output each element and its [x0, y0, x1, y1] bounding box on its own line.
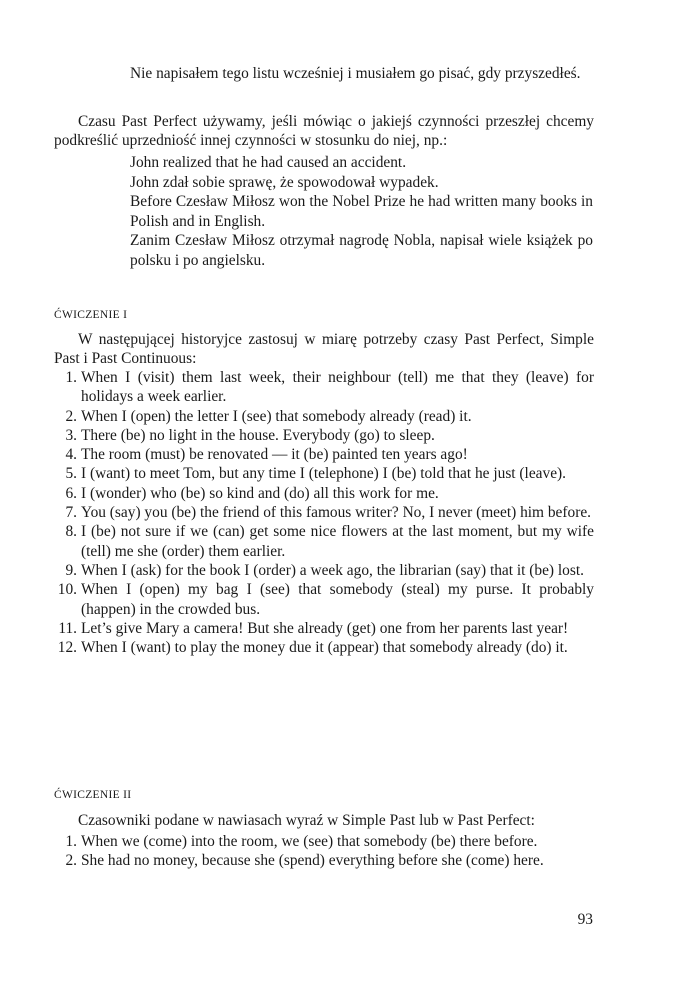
list-item — [54, 638, 594, 657]
item-text: When we (come) into the room, we (see) that somebody (be) there before. — [81, 833, 538, 850]
item-number: 4. — [65, 446, 77, 464]
item-text: When I (visit) them last week, their neighbour (tell) me that they (leave) for holidays a week earlier. — [81, 369, 594, 406]
list-item — [54, 445, 594, 464]
example-block — [130, 153, 593, 270]
list-item — [54, 580, 594, 619]
example-sentence: John zdał sobie sprawę, że spowodował wypadek. — [130, 173, 439, 191]
list-item — [54, 464, 594, 483]
item-number: 1. — [65, 833, 77, 850]
item-text: She had no money, because she (spend) everything before she (come) here. — [81, 852, 544, 870]
item-number: 7. — [65, 504, 77, 522]
list-item — [54, 426, 594, 445]
item-number: 9. — [65, 561, 77, 579]
item-number: 6. — [65, 484, 77, 502]
item-number: 12. — [57, 639, 77, 657]
exercise-2-instruction: Czasowniki podane w nawiasach wyraź w Simple Past lub w Past Perfect: — [78, 812, 535, 829]
list-item — [54, 407, 594, 426]
list-item — [54, 503, 594, 522]
item-number: 2. — [65, 407, 77, 425]
exercise-1-instruction: W następującej historyjce zastosuj w miarę potrzeby czasy Past Perfect, Simple Past i Past Continuous: — [54, 331, 594, 368]
list-item — [54, 484, 594, 503]
item-text: The room (must) be renovated — it (be) painted ten years ago! — [81, 446, 468, 464]
item-text: I (be) not sure if we (can) get some nice flowers at the last moment, but my wife (tell) me she (order) them earlier. — [81, 523, 594, 560]
item-text: When I (ask) for the book I (order) a week ago, the librarian (say) that it (be) lost. — [81, 561, 584, 579]
list-item — [54, 851, 594, 870]
example-sentence: Before Czesław Miłosz won the Nobel Prize he had written many books in Polish and in English. — [130, 193, 593, 230]
list-item — [54, 368, 594, 407]
item-number: 3. — [65, 426, 77, 444]
item-text: There (be) no light in the house. Everybody (go) to sleep. — [81, 426, 435, 444]
item-text: I (want) to meet Tom, but any time I (telephone) I (be) told that he just (leave). — [81, 465, 566, 483]
item-text: Let’s give Mary a camera! But she already (get) one from her parents last year! — [81, 619, 569, 637]
list-item — [54, 832, 594, 851]
item-text: You (say) you (be) the friend of this famous writer? No, I never (meet) him before. — [81, 504, 592, 522]
item-text: When I (open) the letter I (see) that somebody already (read) it. — [81, 407, 472, 425]
list-item — [54, 522, 594, 561]
intro-paragraph: Czasu Past Perfect używamy, jeśli mówiąc o jakiejś czynności przeszłej chcemy podkreślić uprzedniość innej czynności w stosunku do niej, np.: — [54, 113, 594, 150]
item-text: When I (want) to play the money due it (appear) that somebody already (do) it. — [81, 639, 568, 657]
top-example-sentence: Nie napisałem tego listu wcześniej i musiałem go pisać, gdy przyszedłeś. — [130, 65, 581, 82]
item-number: 11. — [58, 619, 77, 637]
example-sentence: Zanim Czesław Miłosz otrzymał nagrodę Nobla, napisał wiele książek po polsku i po angielsku. — [130, 232, 593, 269]
item-text: I (wonder) who (be) so kind and (do) all this work for me. — [81, 484, 439, 502]
item-number: 10. — [57, 581, 77, 599]
exercise-1-list — [54, 368, 594, 657]
page-number: 93 — [577, 911, 593, 928]
item-number: 8. — [65, 523, 77, 541]
exercise-1-heading: ĆWICZENIE I — [54, 309, 128, 321]
exercise-2-list — [54, 832, 594, 871]
example-sentence: John realized that he had caused an accident. — [130, 154, 407, 171]
item-number: 5. — [65, 465, 77, 483]
item-number: 1. — [65, 369, 77, 386]
exercise-2-heading: ĆWICZENIE II — [54, 789, 132, 801]
item-text: When I (open) my bag I (see) that somebody (steal) my purse. It probably (happen) in the crowded bus. — [81, 581, 594, 618]
list-item — [54, 619, 594, 638]
item-number: 2. — [65, 852, 77, 870]
list-item — [54, 561, 594, 580]
